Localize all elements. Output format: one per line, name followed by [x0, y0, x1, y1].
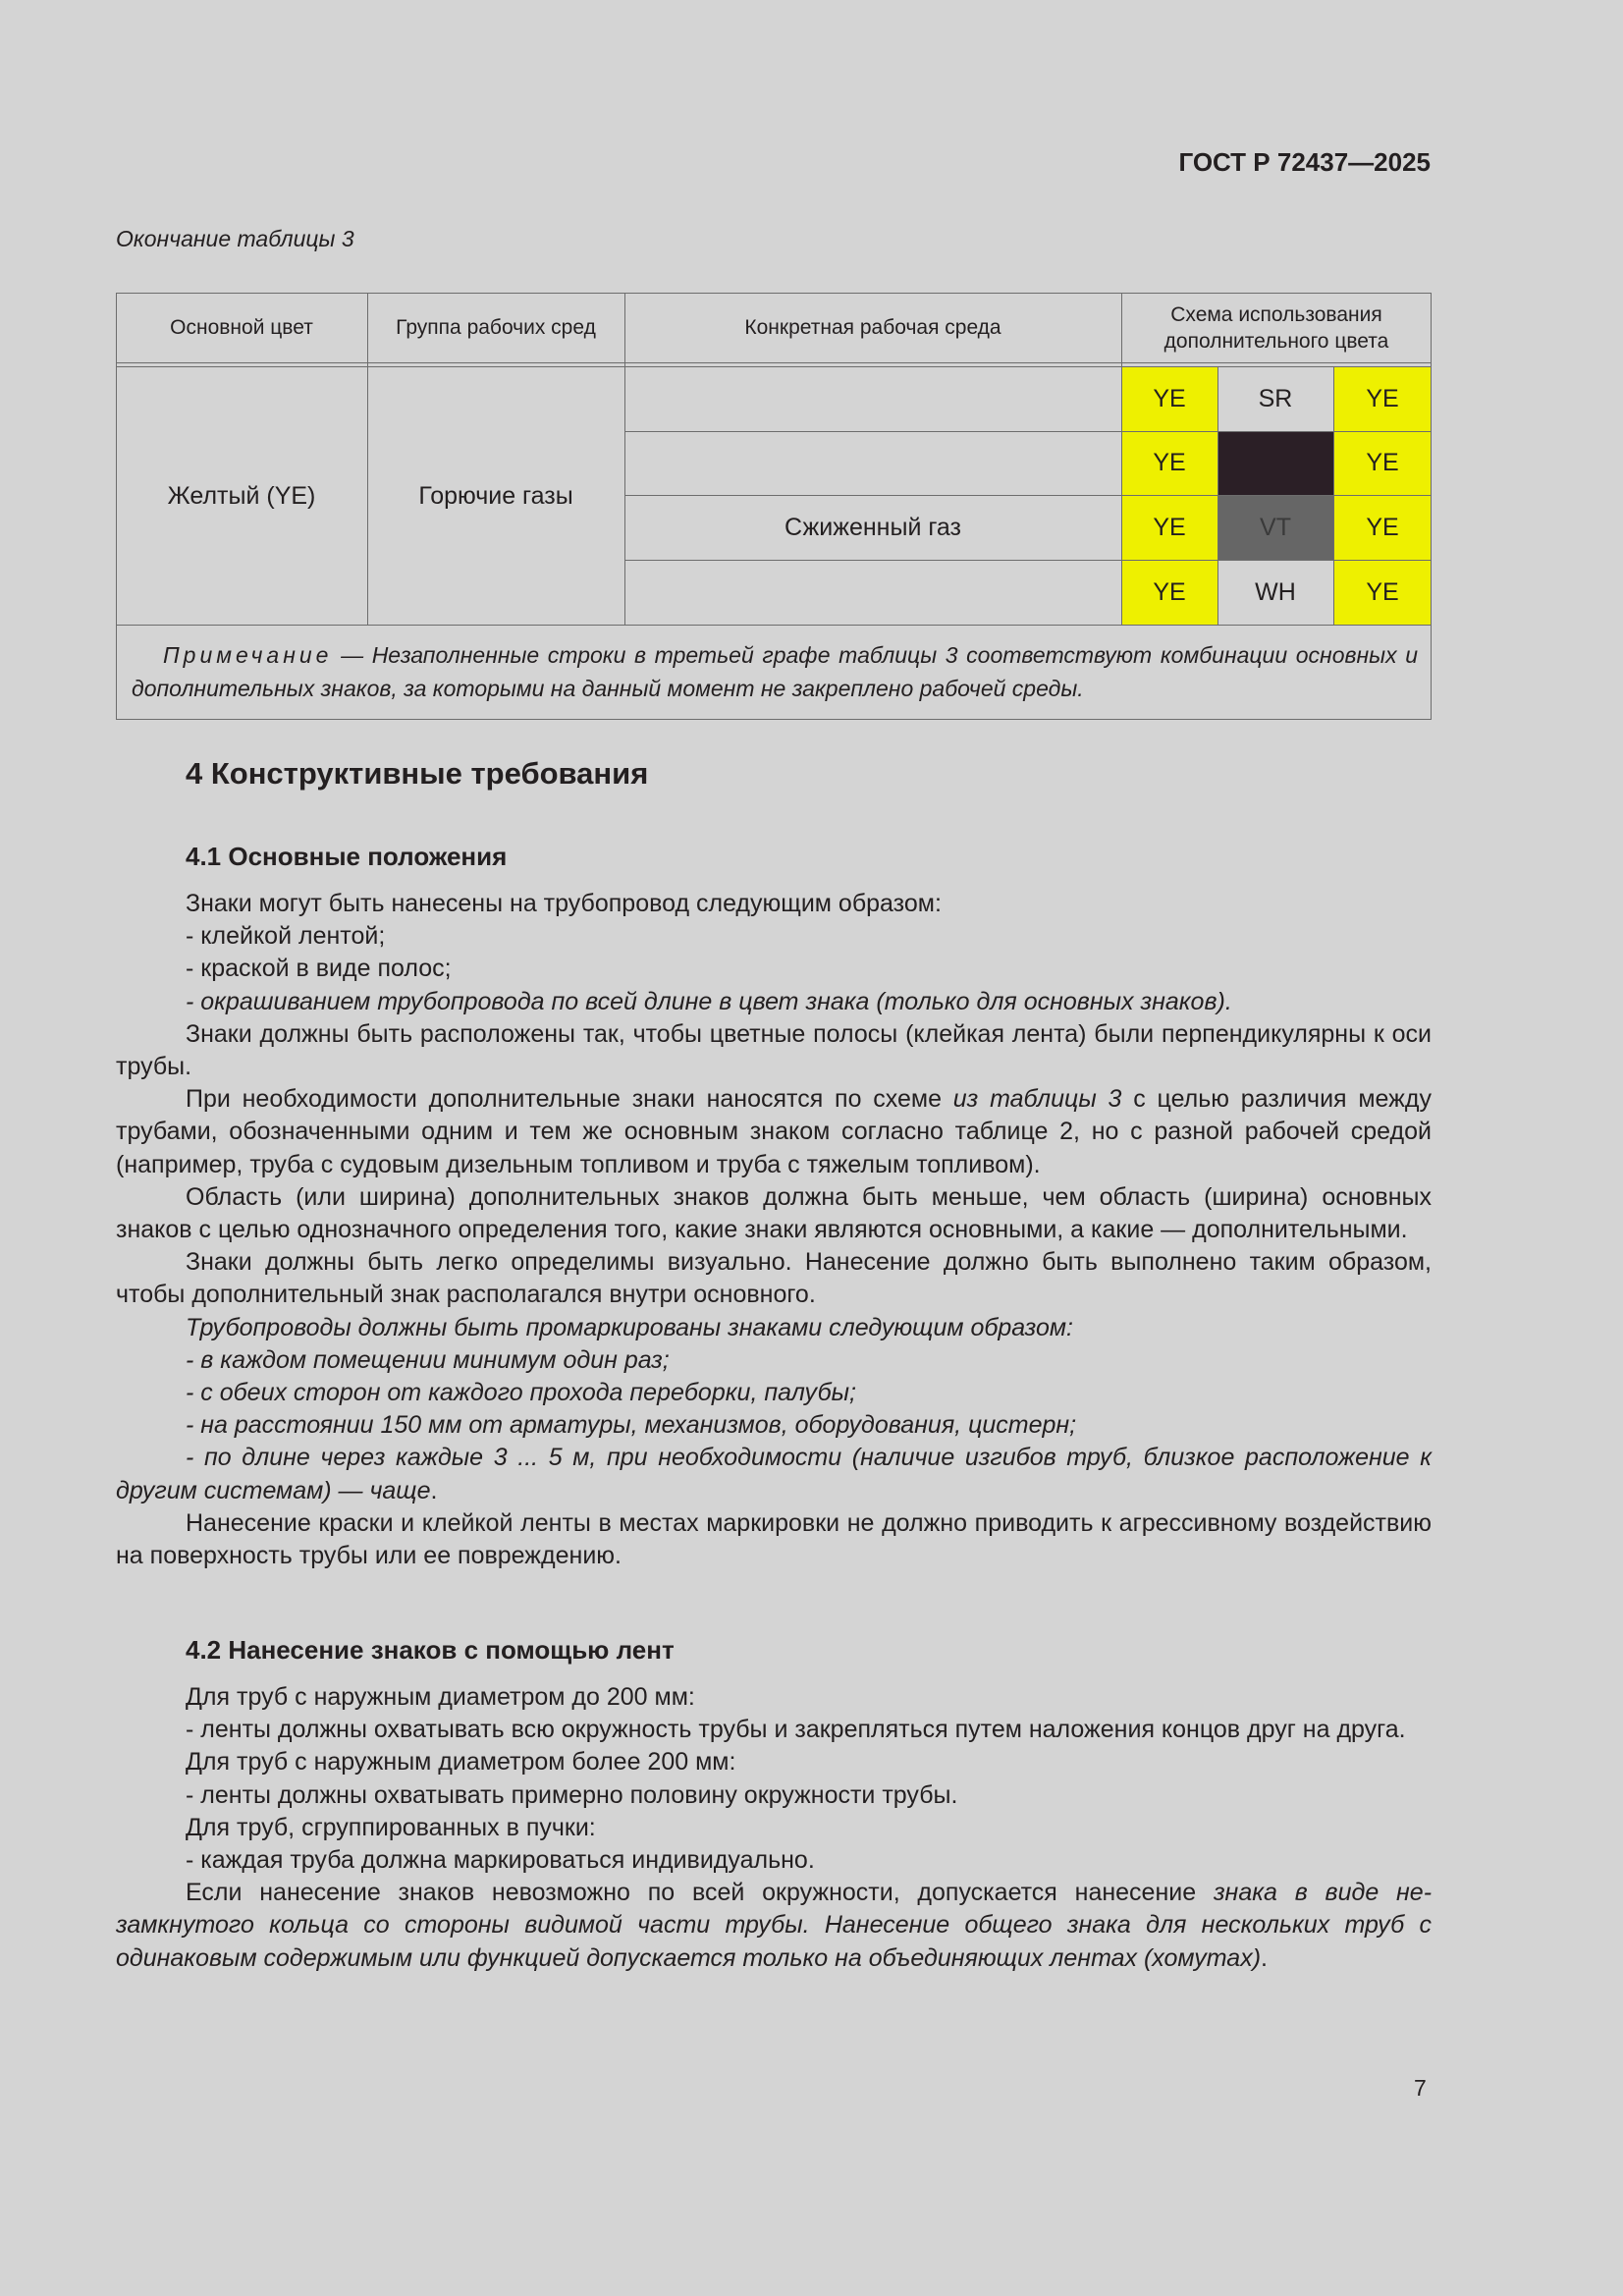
- paragraph: Знаки должны быть расположены так, чтобы цветные полосы (клейкая лента) были перпендикулярны к оси трубы.: [116, 1019, 1432, 1081]
- paragraph: Область (или ширина) дополнительных знаков должна быть меньше, чем область (ширина) основных знаков с целью однозначного определения того, какие знаки являются основными, а какие — дополнительными.: [116, 1182, 1432, 1244]
- text-run: знака в виде незамкнутого кольца со стороны видимой части трубы. Нанесение общего знака для нескольких труб с одинаковым содержимым или функцией допускается только на объединяющих лентах (хомутах): [116, 1879, 1433, 1972]
- table-border-bottom: [116, 719, 1432, 720]
- table-border-right: [1431, 293, 1432, 720]
- text-run: Если нанесение знаков невозможно по всей окружности, допускается нанесение: [186, 1879, 1214, 1907]
- list-item: - на расстоянии 150 мм от арматуры, механизмов, оборудования, цистерн;: [186, 1411, 1077, 1440]
- list-item: - ленты должны охватывать всю окружность трубы и закрепляться путем наложения концов друг на друга.: [186, 1716, 1406, 1744]
- list-item: - краской в виде полос;: [186, 955, 452, 983]
- column-divider: [1217, 367, 1218, 625]
- scheme-cell-sr: SR: [1258, 385, 1293, 412]
- scheme-cell-vt: VT: [1217, 495, 1333, 560]
- row-divider: [624, 560, 1432, 561]
- column-divider: [367, 293, 368, 625]
- scheme-cell-ye: YE: [1121, 367, 1217, 431]
- paragraph: Нанесение краски и клейкой ленты в местах маркировки не должно приводить к агрессивному воздействию на поверхность трубы или ее повреждению.: [116, 1508, 1432, 1570]
- list-item: - клейкой лентой;: [186, 922, 386, 951]
- list-item: - ленты должны охватывать примерно половину окружности трубы.: [186, 1780, 958, 1809]
- text-run: .: [1261, 1943, 1268, 1972]
- table-border-top: [116, 293, 1432, 294]
- section-4-1-heading: 4.1 Основные положения: [186, 842, 508, 871]
- list-item: [116, 1442, 1432, 1506]
- base-color-cell: Желтый (YE): [167, 481, 316, 510]
- header-group: Группа рабочих сред: [396, 316, 596, 340]
- paragraph: [116, 1877, 1432, 1975]
- section-4-2-body: [116, 1681, 1432, 1975]
- scheme-cell-wh: WH: [1255, 577, 1296, 606]
- paragraph: [116, 1083, 1432, 1181]
- section-4-1-body: [116, 888, 1432, 1572]
- list-item: - в каждом помещении минимум один раз;: [186, 1345, 670, 1374]
- paragraph: Для труб с наружным диаметром более 200 мм:: [186, 1748, 736, 1777]
- scheme-cell-ye: YE: [1333, 560, 1432, 625]
- row-divider: [624, 495, 1432, 496]
- medium-cell: [624, 431, 1121, 495]
- header-divider: [116, 362, 1432, 363]
- header-divider: [116, 366, 1432, 367]
- scheme-cell-dark: [1217, 431, 1333, 495]
- page-number: 7: [1414, 2075, 1427, 2101]
- scheme-cell-ye: YE: [1121, 560, 1217, 625]
- scheme-cell-ye: YE: [1333, 495, 1432, 560]
- list-item: - окрашиванием трубопровода по всей длине в цвет знака (только для основных знаков).: [186, 987, 1232, 1015]
- header-base-color: Основной цвет: [170, 316, 313, 340]
- paragraph: Для труб с наружным диаметром до 200 мм:: [186, 1683, 695, 1711]
- list-item: - каждая труба должна маркироваться индивидуально.: [186, 1846, 815, 1875]
- paragraph: Знаки могут быть нанесены на трубопровод следующим образом:: [186, 890, 942, 917]
- table-caption: Окончание таблицы 3: [116, 226, 354, 251]
- note-label: Примечание: [163, 642, 333, 668]
- scheme-cell-ye: YE: [1121, 495, 1217, 560]
- text-run: При необходимости дополнительные знаки наносятся по схеме: [186, 1085, 953, 1114]
- table-border-left: [116, 293, 117, 720]
- section-4-heading: 4 Конструктивные требования: [186, 756, 649, 791]
- medium-cell: [624, 560, 1121, 625]
- scheme-cell-ye: YE: [1121, 431, 1217, 495]
- scheme-cell-ye: YE: [1333, 367, 1432, 431]
- note-divider: [116, 625, 1432, 626]
- header-scheme-line1: Схема использования: [1170, 302, 1382, 326]
- column-divider: [1121, 293, 1122, 625]
- color-scheme-table: [116, 293, 1432, 720]
- text-run: - по длине через каждые 3 ... 5 м, при необходимости (наличие изгибов труб, близкое расположение к другим системам) — чаще: [116, 1444, 1432, 1504]
- paragraph: Для труб, сгруппированных в пучки:: [186, 1813, 596, 1841]
- scheme-cell-ye: YE: [1333, 431, 1432, 495]
- document-id: ГОСТ Р 72437—2025: [1178, 147, 1431, 177]
- medium-cell: [624, 367, 1121, 431]
- group-cell: Горючие газы: [418, 481, 573, 510]
- paragraph: Знаки должны быть легко определимы визуально. Нанесение должно быть выполнено таким образом, чтобы дополнительный знак располагался внутри основного.: [116, 1248, 1432, 1309]
- section-4-2-heading: 4.2 Нанесение знаков с помощью лент: [186, 1635, 675, 1665]
- column-divider: [624, 293, 625, 625]
- text-run: .: [430, 1476, 438, 1504]
- header-scheme-line2: дополнительного цвета: [1163, 330, 1389, 353]
- medium-cell: Сжиженный газ: [784, 513, 962, 541]
- header-scheme: [1121, 293, 1432, 363]
- table-reference: из таблицы 3: [952, 1085, 1122, 1114]
- paragraph: Трубопроводы должны быть промаркированы знаками следующим образом:: [186, 1313, 1073, 1341]
- list-item: - с обеих сторон от каждого прохода переборки, палубы;: [186, 1379, 856, 1407]
- row-divider: [624, 431, 1432, 432]
- column-divider: [1333, 367, 1334, 625]
- header-medium: Конкретная рабочая среда: [744, 316, 1001, 340]
- note-text: — Незаполненные строки в третьей графе таблицы 3 соответствуют комбинации основных и дополнительных знаков, за которыми на данный момент не закреплено рабочей среды.: [132, 642, 1418, 701]
- text-run: с целью различия между трубами, обозначенными одним и тем же основным знаком согласно таблице 2, но с разной рабочей средой (например, труба с судовым дизельным топливом и труба с тяжелым топливом).: [116, 1085, 1432, 1178]
- table-note: [132, 638, 1418, 705]
